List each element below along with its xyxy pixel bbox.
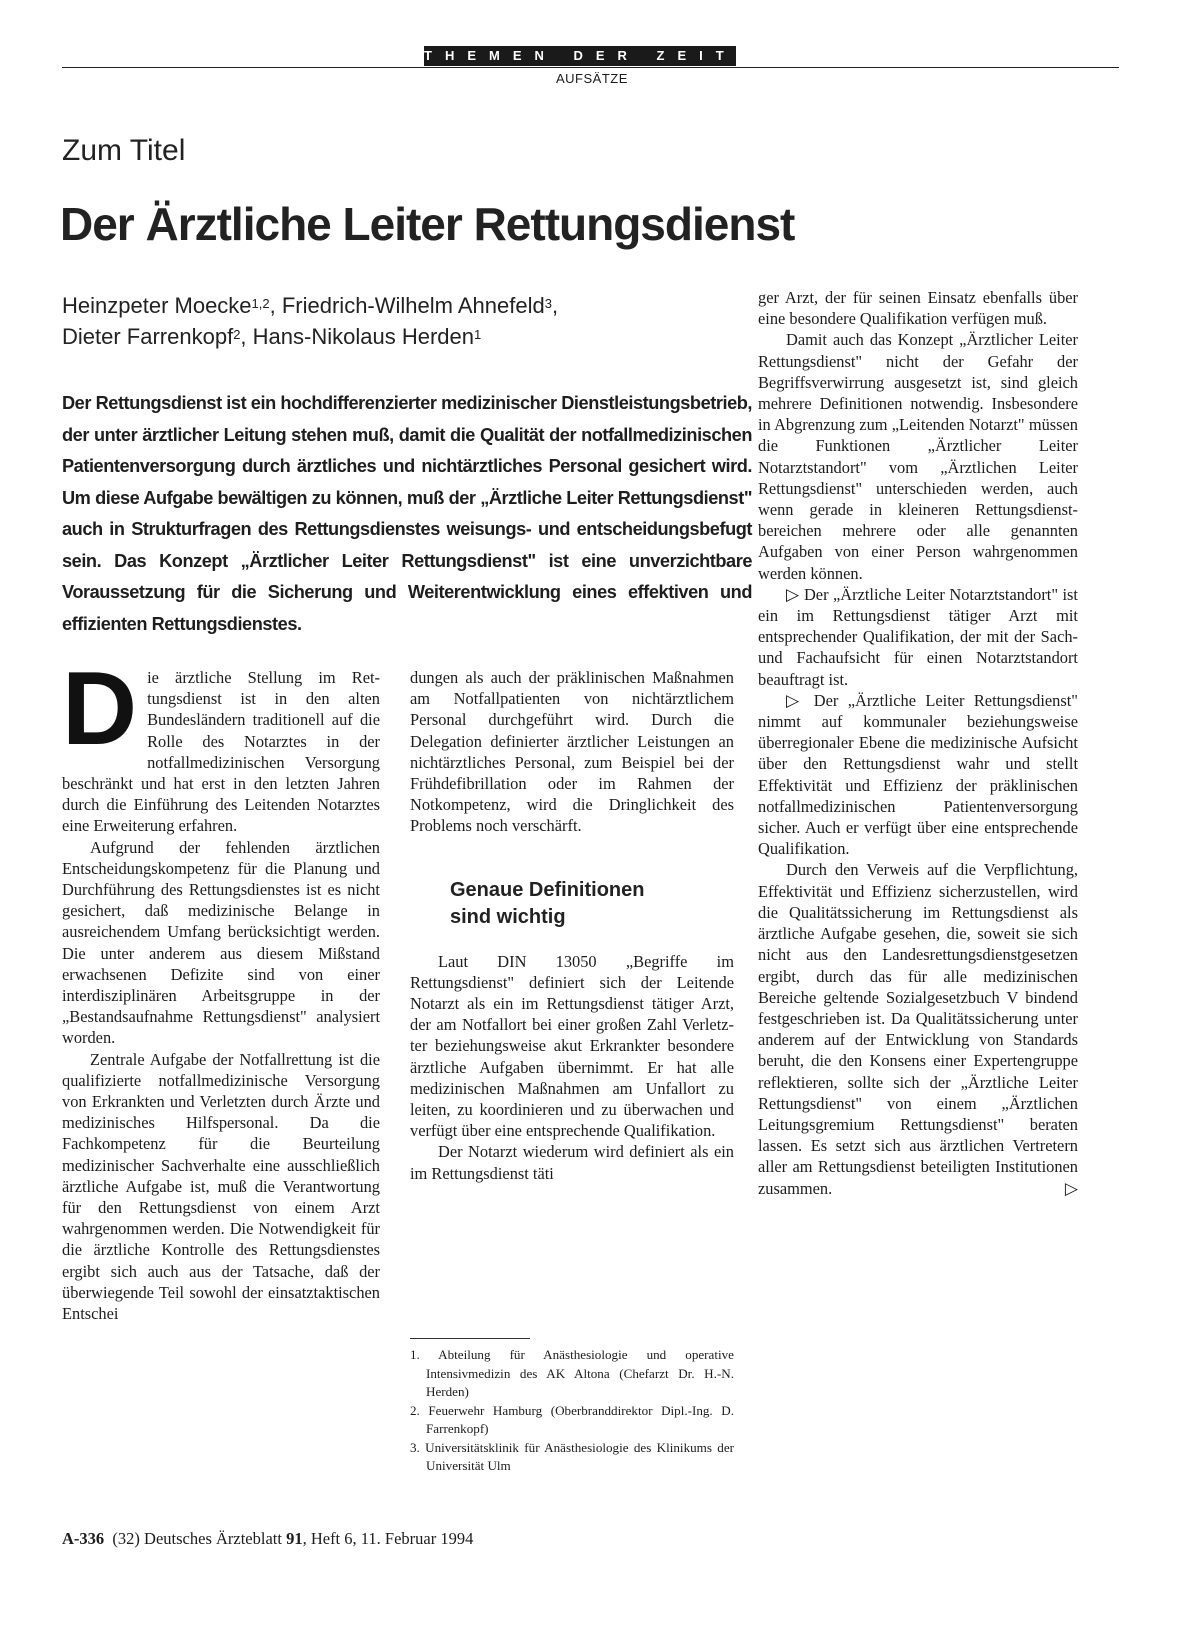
column-right: [758, 287, 1078, 1199]
authors: [62, 290, 752, 352]
author-affiliation: 3: [544, 296, 552, 311]
paragraph-text: Der „Ärztliche Leiter Rettungsdienst" nimmt auf kommunaler beziehungsweise überregionaler Ebene die medizinische Aufsicht über den Rettungsdienst wahr und stellt Effektivität und Effizienz der präklinischen notfallmedizinischen Patientenversorgung sicher. Auch er verfügt über eine entsprechende Qualifikation.: [758, 690, 1078, 859]
issue-date: , Heft 6, 11. Februar 1994: [302, 1529, 474, 1548]
paragraph: Der Notarzt wiederum wird definiert als ein im Rettungsdienst täti: [410, 1142, 734, 1183]
paragraph: ger Arzt, der für seinen Einsatz ebenfalls über eine besondere Qualifikation verfügen muß.: [758, 288, 1078, 329]
journal-name: Deutsches Ärzteblatt: [144, 1529, 282, 1548]
author-name: Heinzpeter Moecke: [62, 293, 252, 318]
article-title: Der Ärztliche Leiter Rettungsdienst: [60, 198, 795, 250]
abstract: Der Rettungsdienst ist ein hochdifferenzierter medizinischer Dienstleistungsbetrieb, der unter ärztlicher Leitung stehen muß, damit die Qualität der notfallmedizinischen Patientenversorgung durch ärztliches und nichtärztliches Personal gesichert wird. Um diese Aufgabe bewältigen zu können, muß der „Ärztliche Leiter Rettungsdienst" auch in Strukturfragen des Rettungsdienstes weisungs- und entscheidungsbefugt sein. Das Konzept „Ärztlicher Leiter Rettungsdienst" ist eine unverzichtbare Voraussetzung für die Sicherung und Weiterentwicklung eines effektiven und effizienten Rettungsdienstes.: [62, 393, 752, 634]
author-name: Friedrich-Wilhelm Ahnefeld: [281, 293, 545, 318]
paragraph: Damit auch das Konzept „Ärztlicher Leiter Rettungsdienst" nicht der Gefahr der Begriffsverwirrung ausgesetzt ist, sind gleich mehrere Definitionen notwendig. Insbesondere in Abgrenzung zum „Leitenden Notarzt" müssen die Funktionen „Ärztlicher Leiter Notarztstandort" vom „Ärztlichen Leiter Rettungsdienst" unterschieden werden, auch wenn gerade in kleineren Rettungsdienstbereichen mehrere oder alle genannten Aufgaben von einer Person wahrgenommen werden können.: [758, 330, 1078, 583]
paragraph: [62, 651, 380, 837]
paragraph-text: ie ärztliche Stellung im Rettungsdienst ist in den alten Bundesländern traditionell auf die Rolle des Notarztes in der notfallmedizinischen Versorgung beschränkt und hat erst in den letzten Jahren durch die Einführung des Leitenden Notarztes eine Erweiterung erfahren.: [62, 668, 380, 836]
triangle-bullet-icon: ▷: [786, 584, 800, 604]
continue-arrow-icon: ▷: [1064, 1178, 1078, 1198]
paragraph: dungen als auch der präklinischen Maßnahmen am Notfallpatienten von nichtärztlichem Personal durchgeführt wird. Durch die Delegation definierter ärztlicher Leistungen an nichtärztliches Personal, zum Beispiel bei der Frühdefibrillation oder im Rahmen der Notkompetenz, wird die Dringlichkeit des Problems noch verschärft.: [410, 668, 734, 836]
author-name: Hans-Nikolaus Herden: [252, 324, 474, 349]
paragraph: Zentrale Aufgabe der Notfallrettung ist die qualifizierte notfallmedizinische Versorgung von Erkrankten und Verletzten durch Ärzte und medizinisches Hilfspersonal. Da die Fachkompetenz für die Beurteilung medizinischer Sachverhalte eine ausschließlich ärztliche Aufgabe ist, muß die Verantwortung für den Rettungsdienst von einem Arzt wahrgenommen werden. Die Notwendigkeit für die ärztliche Kontrolle des Rettungsdienstes ergibt sich auch aus der Tatsache, daß der überwiegende Teil sowohl der einsatztaktischen Entschei: [62, 1049, 380, 1324]
paragraph-text: Der „Ärztliche Leiter Notarztstandort" ist ein im Rettungsdienst tätiger Arzt mit entsprechender Qualifikation, der mit der Sach- und Fachaufsicht für einen Notarztstandort beauftragt ist.: [758, 584, 1078, 689]
author-separator: ,: [240, 324, 253, 349]
author-affiliation: 2: [233, 327, 241, 342]
paragraph: [758, 690, 1078, 860]
author-name: Dieter Farrenkopf: [62, 324, 234, 349]
section-label: AUFSÄTZE: [556, 71, 628, 86]
subheading-line: Genaue Definitionen: [450, 878, 645, 901]
paragraph: [758, 859, 1078, 1198]
author-separator: ,: [551, 293, 559, 318]
section-subheading: [450, 877, 734, 931]
paragraph-text: Durch den Verweis auf die Verpflichtung, Effektivität und Effizienz sicherzustellen, wird die Qualitätssicherung im Rettungsdienst als ärztliche Aufgabe gesehen, die, soweit sie sich nicht aus den Landesrettungsdienstgesetzen ergibt, durch das für alle medizinischen Bereiche geltende Sozialgesetzbuch V bindend festgeschrieben ist. Da Qualitätssicherung unter anderem auf der Entwicklung von Standards beruht, die den Konsens einer Expertengruppe reflektieren, sollte sich der „Ärztliche Leiter Rettungsdienst" von einem „Ärztlichen Leitungsgremium Rettungsdienst" beraten lassen. Es setzt sich aus ärztlichen Vertretern aller am Rettungsdienst beteiligten Institutionen zusammen.: [758, 860, 1078, 1198]
column-middle: [410, 667, 734, 1184]
page-footer: [62, 1529, 473, 1549]
page-id: A-336: [62, 1529, 105, 1548]
kicker: Zum Titel: [62, 134, 186, 167]
author-affiliation: 1: [473, 327, 482, 342]
footnote: 3. Universitätsklinik für Anästhesiologie des Klinikums der Universität Ulm: [410, 1439, 734, 1473]
subheading-line: sind wichtig: [450, 905, 566, 928]
drop-cap: D: [62, 651, 138, 767]
column-left: [62, 651, 380, 1324]
section-bar: THEMEN DER ZEIT: [424, 46, 736, 66]
paragraph: [758, 584, 1078, 690]
header-rule: [62, 67, 1119, 68]
page-number: (32): [112, 1529, 140, 1548]
triangle-bullet-icon: ▷: [786, 690, 805, 710]
footnotes: [410, 1346, 734, 1476]
author-separator: ,: [269, 293, 282, 318]
author-affiliation: 1,2: [251, 296, 270, 311]
footnote-rule: [410, 1338, 530, 1339]
paragraph: Aufgrund der fehlenden ärztlichen Entscheidungskompetenz für die Planung und Durchführung des Rettungsdienstes ist es nicht gesichert, daß medizinische Belange in ausreichendem Umfang berücksichtigt werden. Die unter anderem aus diesem Mißstand erwachsenen Defizite sind von einer interdisziplinären Arbeitsgruppe in der „Bestandsaufnahme Rettungsdienst" analysiert worden.: [62, 837, 380, 1048]
paragraph: Laut DIN 13050 „Begriffe im Rettungsdienst" definiert sich der Leitende Notarzt als ein im Rettungsdienst tätiger Arzt, der am Notfallort bei einer großen Zahl Verletzter beziehungsweise akut Erkrankter besondere ärztliche Aufgaben übernimmt. Er hat alle medizinischen Maßnahmen am Unfallort zu leiten, zu koordinieren und zu überwachen und verfügt über eine entsprechende Qualifikation.: [410, 951, 734, 1141]
volume: 91: [286, 1529, 303, 1548]
footnote: 2. Feuerwehr Hamburg (Oberbranddirektor Dipl.-Ing. D. Farrenkopf): [410, 1402, 734, 1436]
footnote: 1. Abteilung für Anästhesiologie und operative Intensivmedizin des AK Altona (Chefarzt Dr. H.-N. Herden): [410, 1347, 734, 1399]
